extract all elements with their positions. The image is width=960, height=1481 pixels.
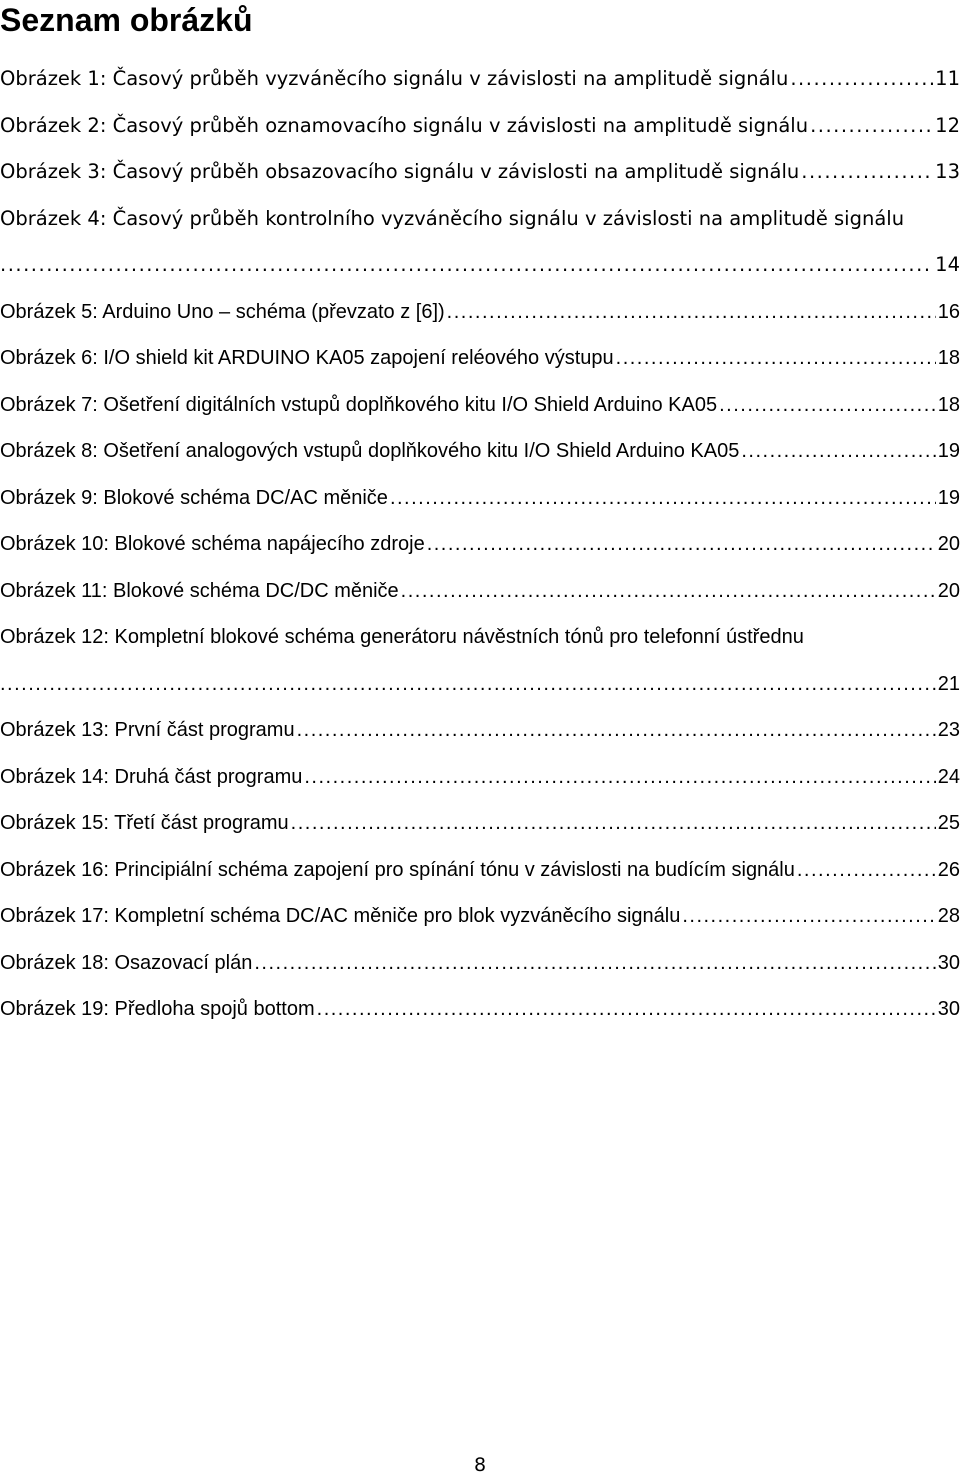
toc-entry-label: Obrázek 19: Předloha spojů bottom [0, 998, 315, 1020]
toc-entry-page: 18 [937, 347, 960, 369]
toc-entry-label: Obrázek 6: I/O shield kit ARDUINO KA05 zapojení reléového výstupu [0, 347, 614, 369]
toc-entry-label: Obrázek 4: Časový průběh kontrolního vyzváněcího signálu v závislosti na amplitudě signálu [0, 206, 905, 230]
toc-entry-page: 19 [937, 440, 960, 462]
dot-leader [616, 335, 936, 382]
toc-entry-9[interactable] [0, 475, 960, 522]
toc-entry-label: Obrázek 5: Arduino Uno – schéma (převzato z [6]) [0, 300, 445, 323]
toc-entry-label: Obrázek 14: Druhá část programu [0, 765, 303, 788]
toc-entry-19[interactable] [0, 986, 960, 1033]
toc-entry-14[interactable] [0, 754, 960, 801]
toc-entry-label: Obrázek 12: Kompletní blokové schéma generátoru návěstních tónů pro telefonní ústřednu [0, 626, 804, 648]
toc-entry-label: Obrázek 16: Principiální schéma zapojení pro spínání tónu v závislosti na budícím signálu [0, 858, 795, 881]
toc-entry-4[interactable] [0, 196, 960, 289]
toc-entry-page: 12 [935, 113, 960, 137]
toc-entry-page: 11 [935, 67, 960, 90]
dot-leader [719, 382, 936, 429]
dot-leader [254, 940, 935, 987]
toc-entry-page: 14 [935, 253, 960, 276]
table-of-figures [0, 56, 960, 1033]
toc-entry-label: Obrázek 3: Časový průběh obsazovacího signálu v závislosti na amplitudě signálu [0, 160, 800, 183]
dot-leader [810, 103, 933, 150]
toc-entry-11[interactable] [0, 568, 960, 615]
toc-entry-label: Obrázek 2: Časový průběh oznamovacího signálu v závislosti na amplitudě signálu [0, 113, 809, 137]
toc-entry-label: Obrázek 9: Blokové schéma DC/AC měniče [0, 486, 388, 509]
toc-entry-label: Obrázek 10: Blokové schéma napájecího zdroje [0, 533, 425, 555]
toc-entry-page: 20 [937, 579, 960, 602]
toc-entry-17[interactable] [0, 893, 960, 940]
toc-entry-1[interactable] [0, 56, 960, 103]
toc-entry-page: 18 [937, 393, 960, 416]
dot-leader [291, 800, 936, 847]
toc-entry-page: 30 [937, 998, 960, 1020]
toc-entry-label: Obrázek 17: Kompletní schéma DC/AC měniče pro blok vyzváněcího signálu [0, 905, 681, 927]
toc-entry-16[interactable] [0, 847, 960, 894]
toc-entry-2[interactable] [0, 103, 960, 150]
toc-entry-label: Obrázek 11: Blokové schéma DC/DC měniče [0, 579, 399, 602]
toc-entry-page: 25 [937, 812, 960, 834]
toc-entry-12[interactable] [0, 614, 960, 707]
dot-leader [297, 707, 936, 754]
toc-entry-label: Obrázek 13: První část programu [0, 719, 295, 741]
dot-leader [304, 754, 935, 801]
toc-entry-label: Obrázek 15: Třetí část programu [0, 812, 289, 834]
toc-entry-13[interactable] [0, 707, 960, 754]
toc-entry-15[interactable] [0, 800, 960, 847]
dot-leader [0, 661, 936, 708]
dot-leader [447, 289, 936, 336]
dot-leader [682, 893, 935, 940]
toc-entry-3[interactable] [0, 149, 960, 196]
toc-entry-page: 30 [937, 951, 960, 974]
toc-entry-page: 20 [937, 533, 960, 555]
toc-entry-page: 19 [937, 486, 960, 509]
dot-leader [741, 428, 935, 475]
dot-leader [427, 521, 936, 568]
toc-entry-page: 16 [937, 300, 960, 323]
toc-entry-label: Obrázek 7: Ošetření digitálních vstupů doplňkového kitu I/O Shield Arduino KA05 [0, 393, 718, 416]
toc-entry-page: 24 [937, 765, 960, 788]
toc-entry-page: 21 [937, 672, 960, 695]
toc-entry-6[interactable] [0, 335, 960, 382]
toc-entry-label: Obrázek 1: Časový průběh vyzváněcího signálu v závislosti na amplitudě signálu [0, 67, 789, 90]
dot-leader [0, 242, 933, 289]
toc-entry-5[interactable] [0, 289, 960, 336]
toc-entry-page: 28 [937, 905, 960, 927]
dot-leader [790, 56, 933, 103]
toc-entry-label: Obrázek 18: Osazovací plán [0, 951, 253, 974]
toc-entry-8[interactable] [0, 428, 960, 475]
dot-leader [401, 568, 936, 615]
page-number: 8 [473, 1454, 487, 1476]
dot-leader [390, 475, 936, 522]
toc-entry-page: 13 [935, 160, 960, 183]
page-title: Seznam obrázků [0, 2, 253, 38]
dot-leader [801, 149, 933, 196]
toc-entry-18[interactable] [0, 940, 960, 987]
dot-leader [797, 847, 936, 894]
toc-entry-7[interactable] [0, 382, 960, 429]
toc-entry-10[interactable] [0, 521, 960, 568]
toc-entry-page: 23 [937, 719, 960, 741]
toc-entry-label: Obrázek 8: Ošetření analogových vstupů doplňkového kitu I/O Shield Arduino KA05 [0, 440, 740, 462]
toc-entry-page: 26 [937, 858, 960, 881]
dot-leader [317, 986, 936, 1033]
